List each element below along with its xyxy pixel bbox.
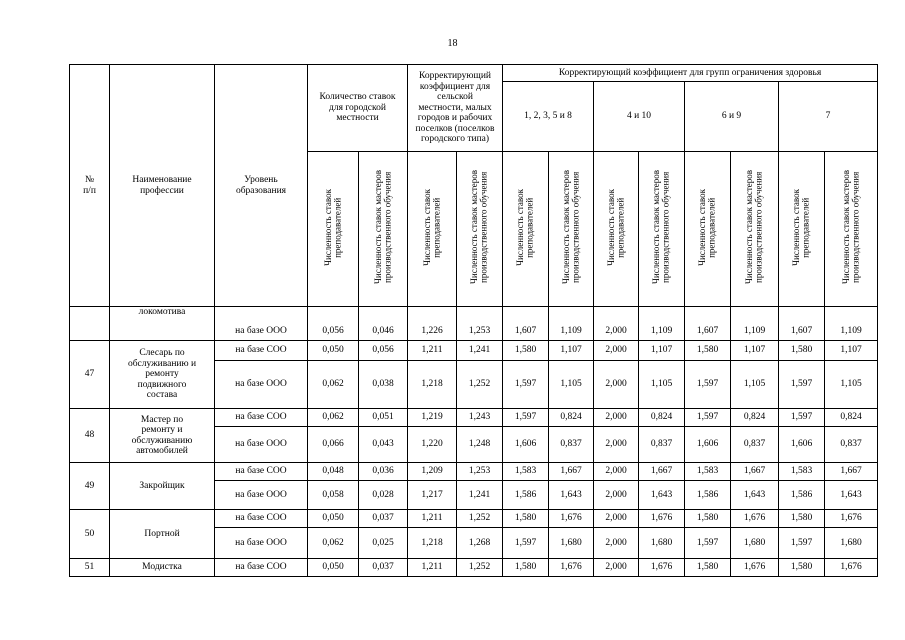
subheader-teachers: Численность ставок преподавателей bbox=[503, 152, 549, 307]
value-cell: 1,606 bbox=[685, 427, 731, 463]
subheader-teachers: Численность ставок преподавателей bbox=[685, 152, 731, 307]
value-cell: 0,062 bbox=[308, 409, 359, 427]
value-cell: 1,220 bbox=[408, 427, 457, 463]
value-cell: 1,105 bbox=[825, 361, 878, 409]
subheader-masters: Численность ставок мастеров производственного обучения bbox=[457, 152, 503, 307]
row-num: 48 bbox=[70, 409, 110, 463]
value-cell: 0,051 bbox=[359, 409, 408, 427]
value-cell: 1,643 bbox=[639, 481, 685, 510]
page-number: 18 bbox=[447, 38, 458, 49]
value-cell: 0,038 bbox=[359, 361, 408, 409]
value-cell: 1,676 bbox=[731, 510, 779, 528]
row-num bbox=[70, 307, 110, 341]
education-level: на базе ООО bbox=[215, 307, 308, 341]
subheader-teachers: Численность ставок преподавателей bbox=[408, 152, 457, 307]
value-cell: 1,580 bbox=[779, 559, 825, 577]
value-cell: 1,109 bbox=[639, 307, 685, 341]
value-cell: 1,211 bbox=[408, 341, 457, 361]
value-cell: 1,680 bbox=[549, 528, 594, 559]
value-cell: 2,000 bbox=[594, 528, 639, 559]
subheader-masters: Численность ставок мастеров производственного обучения bbox=[549, 152, 594, 307]
value-cell: 2,000 bbox=[594, 361, 639, 409]
subheader-teachers: Численность ставок преподавателей bbox=[308, 152, 359, 307]
value-cell: 1,253 bbox=[457, 463, 503, 481]
education-level: на базе ООО bbox=[215, 361, 308, 409]
value-cell: 0,050 bbox=[308, 510, 359, 528]
value-cell: 1,606 bbox=[503, 427, 549, 463]
value-cell: 1,680 bbox=[731, 528, 779, 559]
value-cell: 1,597 bbox=[503, 361, 549, 409]
subheader-masters: Численность ставок мастеров производственного обучения bbox=[359, 152, 408, 307]
value-cell: 1,676 bbox=[639, 559, 685, 577]
value-cell: 1,597 bbox=[503, 409, 549, 427]
education-level: на базе СОО bbox=[215, 559, 308, 577]
health-subgroup-1: 1, 2, 3, 5 и 8 bbox=[503, 82, 594, 152]
value-cell: 1,680 bbox=[825, 528, 878, 559]
value-cell: 1,580 bbox=[685, 341, 731, 361]
value-cell: 1,105 bbox=[731, 361, 779, 409]
value-cell: 1,105 bbox=[549, 361, 594, 409]
value-cell: 1,580 bbox=[503, 559, 549, 577]
value-cell: 1,586 bbox=[503, 481, 549, 510]
subheader-teachers: Численность ставок преподавателей bbox=[594, 152, 639, 307]
value-cell: 1,676 bbox=[639, 510, 685, 528]
value-cell: 0,066 bbox=[308, 427, 359, 463]
value-cell: 1,107 bbox=[549, 341, 594, 361]
value-cell: 0,048 bbox=[308, 463, 359, 481]
value-cell: 1,597 bbox=[685, 409, 731, 427]
value-cell: 0,837 bbox=[549, 427, 594, 463]
value-cell: 0,037 bbox=[359, 559, 408, 577]
value-cell: 0,043 bbox=[359, 427, 408, 463]
value-cell: 0,824 bbox=[825, 409, 878, 427]
value-cell: 1,597 bbox=[685, 528, 731, 559]
value-cell: 1,580 bbox=[503, 510, 549, 528]
value-cell: 0,837 bbox=[731, 427, 779, 463]
profession-name: локомотива bbox=[110, 307, 215, 341]
value-cell: 1,252 bbox=[457, 510, 503, 528]
value-cell: 1,607 bbox=[685, 307, 731, 341]
value-cell: 1,667 bbox=[639, 463, 685, 481]
value-cell: 1,217 bbox=[408, 481, 457, 510]
value-cell: 0,824 bbox=[731, 409, 779, 427]
value-cell: 1,218 bbox=[408, 361, 457, 409]
value-cell: 1,676 bbox=[731, 559, 779, 577]
value-cell: 1,607 bbox=[779, 307, 825, 341]
value-cell: 1,676 bbox=[825, 559, 878, 577]
value-cell: 1,606 bbox=[779, 427, 825, 463]
value-cell: 1,676 bbox=[549, 559, 594, 577]
value-cell: 1,248 bbox=[457, 427, 503, 463]
value-cell: 0,025 bbox=[359, 528, 408, 559]
value-cell: 0,037 bbox=[359, 510, 408, 528]
col-header-profession: Наименование профессии bbox=[110, 65, 215, 307]
profession-name: Слесарь по обслуживанию и ремонту подвижного состава bbox=[110, 341, 215, 409]
value-cell: 1,580 bbox=[503, 341, 549, 361]
table-row bbox=[70, 307, 878, 341]
profession-name: Модистка bbox=[110, 559, 215, 577]
col-header-health: Корректирующий коэффициент для групп ограничения здоровья bbox=[503, 65, 878, 82]
value-cell: 1,583 bbox=[685, 463, 731, 481]
value-cell: 0,837 bbox=[825, 427, 878, 463]
subheader-masters: Численность ставок мастеров производственного обучения bbox=[731, 152, 779, 307]
value-cell: 1,105 bbox=[639, 361, 685, 409]
profession-name: Портной bbox=[110, 510, 215, 559]
value-cell: 1,219 bbox=[408, 409, 457, 427]
staffing-table bbox=[69, 64, 878, 577]
value-cell: 1,643 bbox=[825, 481, 878, 510]
value-cell: 0,837 bbox=[639, 427, 685, 463]
col-header-urban: Количество ставок для городской местности bbox=[308, 65, 408, 152]
value-cell: 2,000 bbox=[594, 409, 639, 427]
value-cell: 0,050 bbox=[308, 341, 359, 361]
value-cell: 1,597 bbox=[779, 528, 825, 559]
profession-name: Закройщик bbox=[110, 463, 215, 510]
value-cell: 0,824 bbox=[549, 409, 594, 427]
row-num: 47 bbox=[70, 341, 110, 409]
education-level: на базе СОО bbox=[215, 510, 308, 528]
row-num: 49 bbox=[70, 463, 110, 510]
value-cell: 1,580 bbox=[779, 341, 825, 361]
value-cell: 1,607 bbox=[503, 307, 549, 341]
subheader-teachers: Численность ставок преподавателей bbox=[779, 152, 825, 307]
row-num: 50 bbox=[70, 510, 110, 559]
value-cell: 1,211 bbox=[408, 510, 457, 528]
value-cell: 1,667 bbox=[549, 463, 594, 481]
education-level: на базе ООО bbox=[215, 427, 308, 463]
education-level: на базе СОО bbox=[215, 463, 308, 481]
value-cell: 1,583 bbox=[779, 463, 825, 481]
value-cell: 1,109 bbox=[549, 307, 594, 341]
value-cell: 0,036 bbox=[359, 463, 408, 481]
value-cell: 0,028 bbox=[359, 481, 408, 510]
value-cell: 1,241 bbox=[457, 481, 503, 510]
health-subgroup-4: 7 bbox=[779, 82, 878, 152]
table-row bbox=[70, 559, 878, 577]
subheader-masters: Численность ставок мастеров производственного обучения bbox=[825, 152, 878, 307]
value-cell: 1,597 bbox=[685, 361, 731, 409]
value-cell: 1,676 bbox=[549, 510, 594, 528]
table-row bbox=[70, 510, 878, 528]
value-cell: 1,597 bbox=[503, 528, 549, 559]
col-header-level: Уровень образования bbox=[215, 65, 308, 307]
value-cell: 0,056 bbox=[359, 341, 408, 361]
value-cell: 1,580 bbox=[685, 559, 731, 577]
value-cell: 1,241 bbox=[457, 341, 503, 361]
value-cell: 1,680 bbox=[639, 528, 685, 559]
value-cell: 1,252 bbox=[457, 559, 503, 577]
value-cell: 1,586 bbox=[779, 481, 825, 510]
subheader-masters: Численность ставок мастеров производственного обучения bbox=[639, 152, 685, 307]
value-cell: 1,211 bbox=[408, 559, 457, 577]
value-cell: 2,000 bbox=[594, 559, 639, 577]
education-level: на базе СОО bbox=[215, 341, 308, 361]
value-cell: 1,586 bbox=[685, 481, 731, 510]
health-subgroup-3: 6 и 9 bbox=[685, 82, 779, 152]
value-cell: 1,252 bbox=[457, 361, 503, 409]
value-cell: 1,107 bbox=[731, 341, 779, 361]
value-cell: 2,000 bbox=[594, 427, 639, 463]
col-header-num: № п/п bbox=[70, 65, 110, 307]
value-cell: 0,050 bbox=[308, 559, 359, 577]
value-cell: 1,107 bbox=[825, 341, 878, 361]
value-cell: 1,268 bbox=[457, 528, 503, 559]
value-cell: 1,643 bbox=[549, 481, 594, 510]
value-cell: 1,243 bbox=[457, 409, 503, 427]
value-cell: 1,667 bbox=[825, 463, 878, 481]
value-cell: 1,109 bbox=[825, 307, 878, 341]
value-cell: 2,000 bbox=[594, 307, 639, 341]
value-cell: 2,000 bbox=[594, 341, 639, 361]
education-level: на базе СОО bbox=[215, 409, 308, 427]
value-cell: 1,597 bbox=[779, 361, 825, 409]
value-cell: 1,597 bbox=[779, 409, 825, 427]
value-cell: 0,058 bbox=[308, 481, 359, 510]
education-level: на базе ООО bbox=[215, 481, 308, 510]
value-cell: 0,056 bbox=[308, 307, 359, 341]
table-row bbox=[70, 409, 878, 427]
value-cell: 2,000 bbox=[594, 463, 639, 481]
value-cell: 2,000 bbox=[594, 481, 639, 510]
value-cell: 1,253 bbox=[457, 307, 503, 341]
value-cell: 1,218 bbox=[408, 528, 457, 559]
col-header-rural: Корректирующий коэффициент для сельской местности, малых городов и рабочих поселков (поселков городского типа) bbox=[408, 65, 503, 152]
value-cell: 1,209 bbox=[408, 463, 457, 481]
header-row-1 bbox=[70, 65, 878, 82]
value-cell: 0,062 bbox=[308, 528, 359, 559]
education-level: на базе ООО bbox=[215, 528, 308, 559]
table-row bbox=[70, 463, 878, 481]
row-num: 51 bbox=[70, 559, 110, 577]
value-cell: 0,062 bbox=[308, 361, 359, 409]
value-cell: 1,580 bbox=[779, 510, 825, 528]
profession-name: Мастер по ремонту и обслуживанию автомобилей bbox=[110, 409, 215, 463]
value-cell: 1,643 bbox=[731, 481, 779, 510]
value-cell: 2,000 bbox=[594, 510, 639, 528]
value-cell: 0,046 bbox=[359, 307, 408, 341]
value-cell: 1,667 bbox=[731, 463, 779, 481]
value-cell: 1,107 bbox=[639, 341, 685, 361]
value-cell: 1,226 bbox=[408, 307, 457, 341]
table-row bbox=[70, 341, 878, 361]
health-subgroup-2: 4 и 10 bbox=[594, 82, 685, 152]
value-cell: 1,583 bbox=[503, 463, 549, 481]
value-cell: 1,676 bbox=[825, 510, 878, 528]
value-cell: 0,824 bbox=[639, 409, 685, 427]
value-cell: 1,109 bbox=[731, 307, 779, 341]
value-cell: 1,580 bbox=[685, 510, 731, 528]
